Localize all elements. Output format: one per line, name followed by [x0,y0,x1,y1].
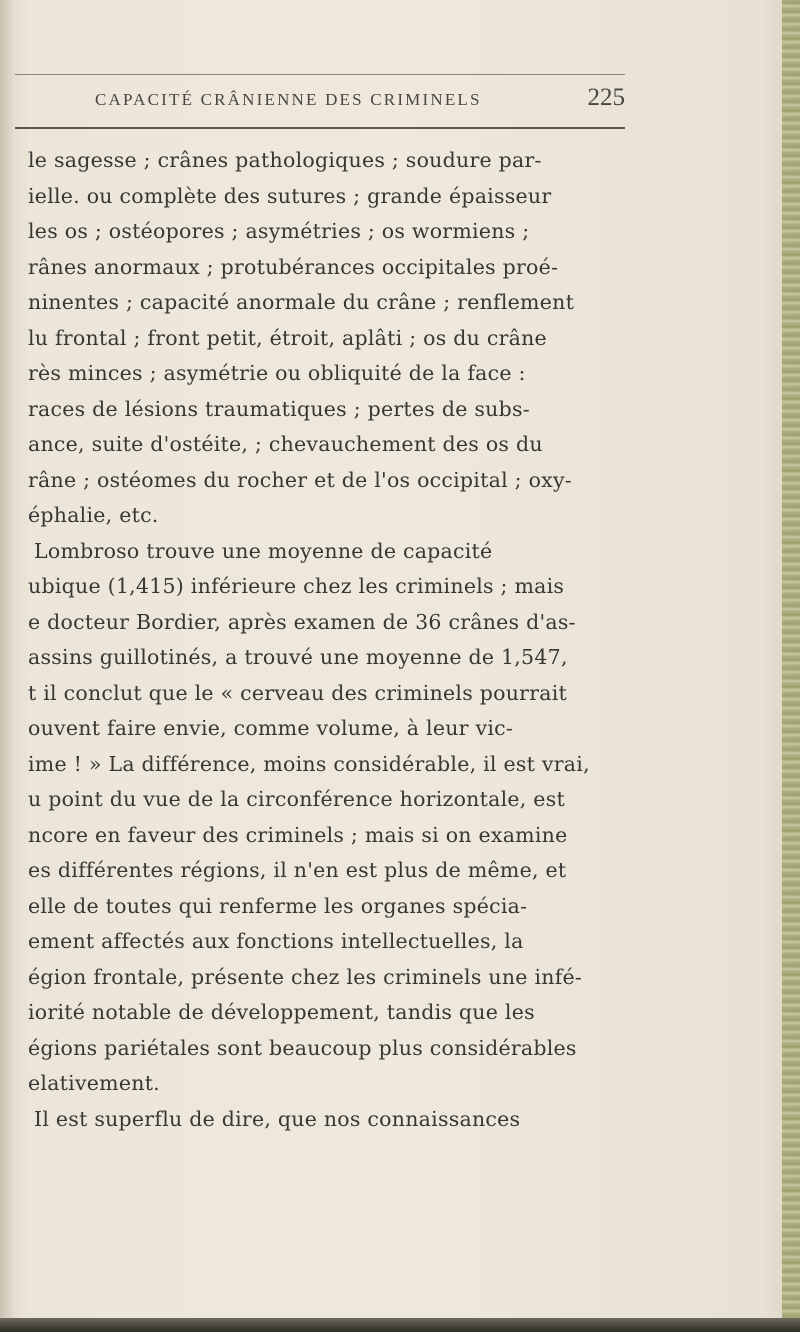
text-line: t il conclut que le « cerveau des criminels pourrait [28,680,568,705]
running-title: CAPACITÉ CRÂNIENNE DES CRIMINELS [95,90,482,109]
text-line: races de lésions traumatiques ; pertes de subs- [28,396,530,421]
text-line: ouvent faire envie, comme volume, à leur vic- [28,716,514,740]
text-line: lu frontal ; front petit, étroit, aplâti ; os du crâne [28,325,547,350]
text-line: rès minces ; asymétrie ou obliquité de la face : [28,361,526,385]
text-line: ncore en faveur des criminels ; mais si on examine [28,822,568,847]
page-number: 225 [587,84,625,111]
text-line: ielle. ou complète des sutures ; grande épaisseur [28,183,552,208]
paragraph-start-line: Il est superflu de dire, que nos connaissances [34,1106,521,1131]
text-line: le sagesse ; crânes pathologiques ; soudure par- [28,148,542,172]
header-rule [15,127,625,129]
text-line: râne ; ostéomes du rocher et de l'os occipital ; oxy- [28,467,572,492]
text-line: rânes anormaux ; protubérances occipitales proé- [28,254,559,279]
text-line: e docteur Bordier, après examen de 36 crânes d'as- [28,609,576,634]
text-line: elle de toutes qui renferme les organes spécia- [28,893,528,918]
text-line: ubique (1,415) inférieure chez les criminels ; mais [28,574,565,598]
text-line: ninentes ; capacité anormale du crâne ; renflement [28,290,575,314]
text-line: éphalie, etc. [28,503,159,527]
binding-gutter [0,0,14,1332]
page-edge-bottom [0,1318,800,1332]
text-line: iorité notable de développement, tandis que les [28,1000,535,1024]
text-line: assins guillotinés, a trouvé une moyenne de 1,547, [28,645,568,669]
text-line: égions pariétales sont beaucoup plus considérables [28,1035,577,1060]
text-line: ime ! » La différence, moins considérable, il est vrai, [28,751,590,776]
body-text [28,143,638,1137]
paragraph-start-line: Lombroso trouve une moyenne de capacité [34,538,493,563]
text-line: elativement. [28,1071,160,1095]
header-top-rule [15,74,625,75]
text-line: ement affectés aux fonctions intellectuelles, la [28,929,524,953]
text-line: u point du vue de la circonférence horizontale, est [28,787,565,811]
text-line: ance, suite d'ostéite, ; chevauchement des os du [28,432,543,456]
page-edge-right [782,0,800,1332]
page-header [95,84,625,124]
text-line: égion frontale, présente chez les criminels une infé- [28,964,583,989]
text-line: es différentes régions, il n'en est plus de même, et [28,858,567,882]
text-line: les os ; ostéopores ; asymétries ; os wormiens ; [28,219,530,243]
